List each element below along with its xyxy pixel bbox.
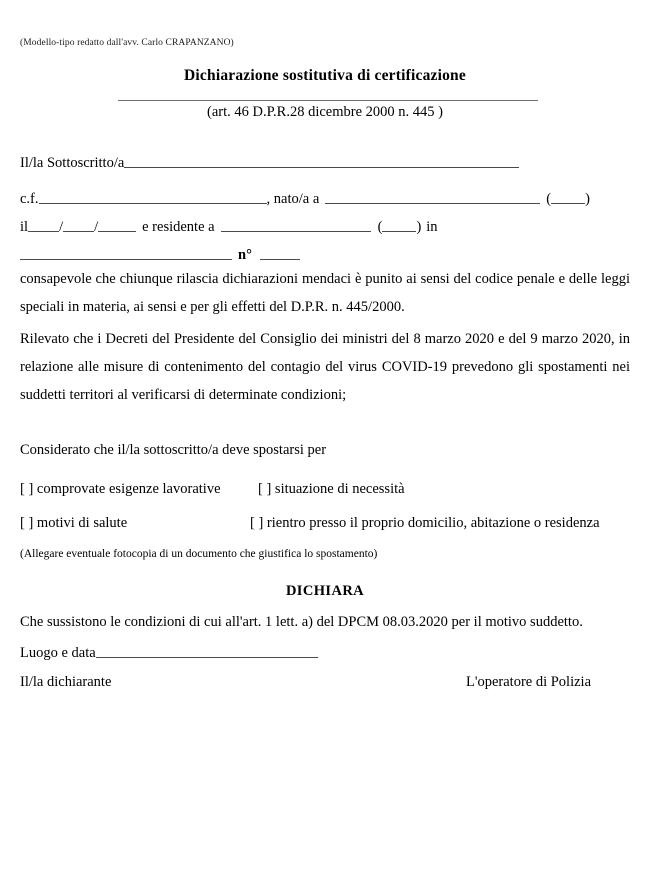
input-luogo-data[interactable] (96, 643, 318, 658)
checkbox-icon[interactable]: [ ] (20, 515, 34, 531)
slash-1: / (59, 218, 64, 235)
label-codice-fiscale: c.f. (20, 190, 39, 207)
label-sottoscritto: Il/la Sottoscritto/a (20, 154, 125, 171)
field-row-luogo-data (20, 643, 318, 662)
declaration-text: Che sussistono le condizioni di cui all'art. 1 lett. a) del DPCM 08.03.2020 per il motivo suddetto. (20, 614, 583, 630)
header-author-note: (Modello-tipo redatto dall'avv. Carlo CRAPANZANO) (20, 38, 234, 48)
slash-2: / (94, 218, 99, 235)
signature-label-operatore-polizia: L'operatore di Polizia (466, 674, 592, 690)
input-mese-nascita[interactable] (63, 217, 94, 232)
page-subtitle: (art. 46 D.P.R.28 dicembre 2000 n. 445 ) (207, 104, 443, 120)
field-row-codice-fiscale (20, 189, 590, 208)
input-anno-nascita[interactable] (98, 217, 136, 232)
option-label: comprovate esigenze lavorative (36, 481, 221, 497)
paren-close-provincia-residenza: ) (416, 218, 422, 235)
label-residente: e residente a (142, 218, 215, 235)
declaration-heading: DICHIARA (285, 583, 365, 599)
label-nato-a: , nato/a a (266, 190, 320, 207)
title-divider (118, 100, 538, 101)
label-il: il (20, 218, 29, 235)
checkbox-icon[interactable]: [ ] (258, 481, 272, 497)
input-codice-fiscale[interactable] (39, 189, 267, 204)
input-giorno-nascita[interactable] (28, 217, 59, 232)
option-situazione-di-necessita[interactable] (258, 481, 405, 498)
field-row-sottoscritto (20, 153, 519, 172)
label-numero-civico: n° (238, 246, 252, 263)
paragraph-considerato: Considerato che il/la sottoscritto/a deve spostarsi per (20, 442, 327, 458)
paragraph-rilevato: Rilevato che i Decreti del Presidente del Consiglio dei ministri del 8 marzo 2020 e del 9 marzo 2020, in relazione alle misure di contenimento del contagio del virus COVID-19 prevedono gli spostamenti nei suddetti territori al verificarsi di determinate condizioni; (20, 331, 630, 403)
input-luogo-nascita[interactable] (325, 189, 540, 204)
option-rientro-domicilio[interactable] (250, 515, 600, 532)
checkbox-icon[interactable]: [ ] (250, 515, 264, 531)
input-comune-residenza[interactable] (221, 217, 371, 232)
input-numero-civico[interactable] (260, 245, 300, 260)
label-luogo-data: Luogo e data (20, 644, 96, 661)
input-sottoscritto[interactable] (124, 153, 519, 168)
paragraph-consapevole: consapevole che chiunque rilascia dichiarazioni mendaci è punito ai sensi del codice penale e delle leggi speciali in materia, ai sensi e per gli effetti del D.P.R. n. 445/2000. (20, 271, 630, 315)
page-title: Dichiarazione sostitutiva di certificazione (184, 67, 466, 84)
label-in: in (426, 218, 438, 235)
input-provincia-nascita[interactable] (551, 189, 585, 204)
paren-close-provincia-nascita: ) (585, 190, 590, 207)
field-row-indirizzo (20, 245, 300, 264)
paren-open-provincia-residenza: ( (377, 218, 383, 235)
checkbox-icon[interactable]: [ ] (20, 481, 34, 497)
option-label: rientro presso il proprio domicilio, abitazione o residenza (266, 515, 600, 531)
option-label: motivi di salute (36, 515, 128, 531)
option-motivi-di-salute[interactable] (20, 515, 127, 532)
attachment-note: (Allegare eventuale fotocopia di un documento che giustifica lo spostamento) (20, 548, 378, 560)
paren-open-provincia-nascita: ( (546, 190, 552, 207)
option-label: situazione di necessità (274, 481, 405, 497)
input-indirizzo[interactable] (20, 245, 232, 260)
option-comprovate-esigenze-lavorative[interactable] (20, 481, 221, 498)
input-provincia-residenza[interactable] (382, 217, 416, 232)
field-row-data-residenza (20, 217, 438, 236)
signature-label-dichiarante: Il/la dichiarante (20, 674, 112, 690)
